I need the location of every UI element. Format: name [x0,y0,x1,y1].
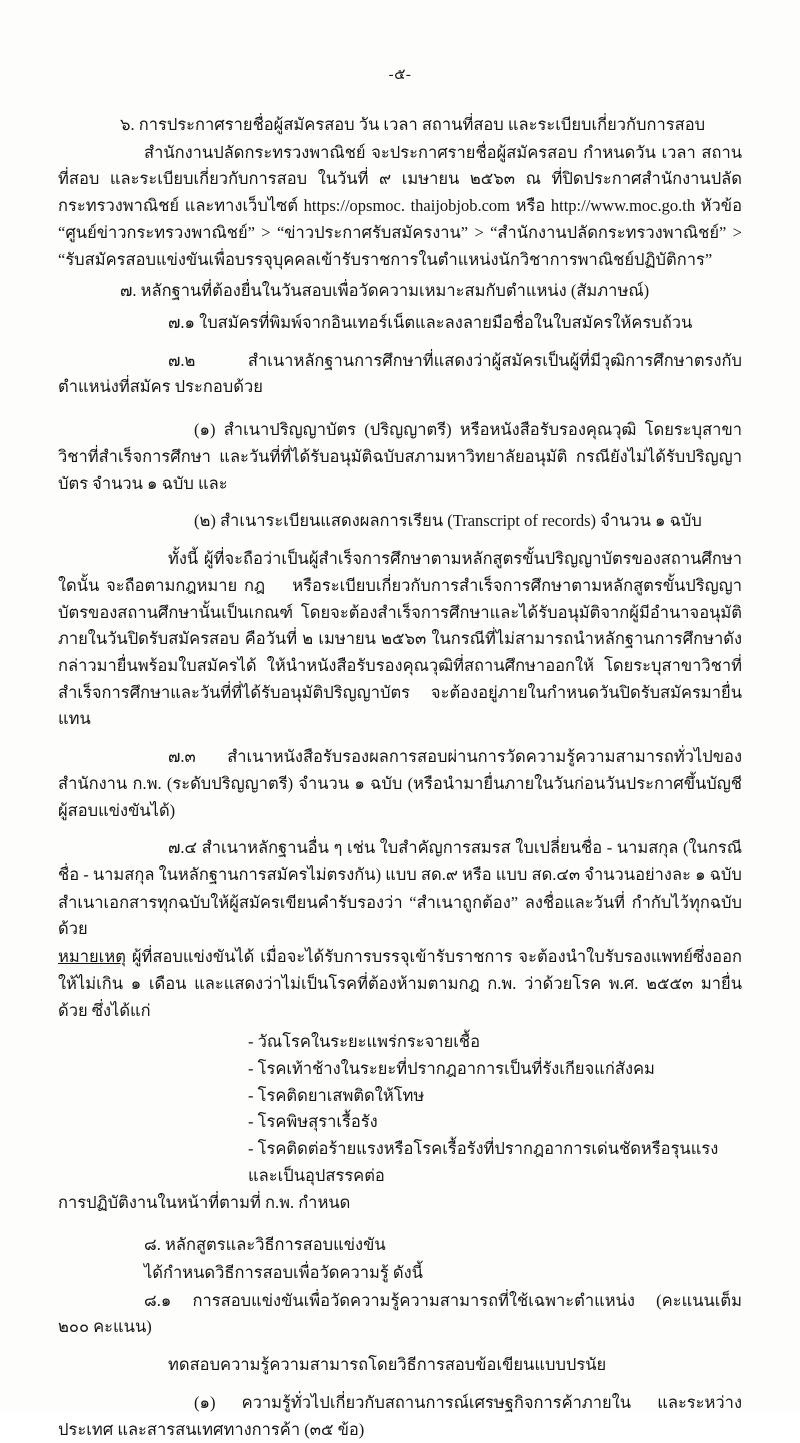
list-item: - โรคติดต่อร้ายแรงหรือโรคเรื้อรังที่ปรากฎอาการเด่นชัดหรือรุนแรงและเป็นอุปสรรคต่อ [248,1139,719,1185]
item-degree-copy: (๑) สำเนาปริญญาบัตร (ปริญญาตรี) หรือหนังสือรับรองคุณวุฒิ โดยระบุสาขาวิชาที่สำเร็จการศึกษา และวันที่ที่ได้รับอนุมัติฉบับสภามหาวิทยาลัยอนุมัติ กรณียังไม่ได้รับปริญญาบัตร จำนวน ๑ ฉบับ และ [58,420,742,493]
section-8-1: ๘.๑ การสอบแข่งขันเพื่อวัดความรู้ความสามารถที่ใช้เฉพาะตำแหน่ง (คะแนนเต็ม ๒๐๐ คะแนน) [58,1290,747,1337]
section-7-3: ๗.๓ สำเนาหนังสือรับรองผลการสอบผ่านการวัดความรู้ความสามารถทั่วไปของสำนักงาน ก.พ. (ระดับปริญญาตรี) จำนวน ๑ ฉบับ (หรือนำมายื่นภายในวันก่อนวันประกาศขึ้นบัญชีผู้สอบแข่งขันได้) [58,747,742,820]
item-transcript-copy: (๒) สำเนาระเบียนแสดงผลการเรียน (Transcript of records) จำนวน ๑ ฉบับ [194,511,702,531]
remark-label: หมายเหตุ [58,947,126,967]
section-7-4: ๗.๔ สำเนาหลักฐานอื่น ๆ เช่น ใบสำคัญการสมรส ใบเปลี่ยนชื่อ - นามสกุล (ในกรณีชื่อ - นามสกุล ในหลักฐานการสมัครไม่ตรงกัน) แบบ สด.๙ หรือ แบบ สด.๔๓ จำนวนอย่างละ ๑ ฉบับ [58,838,742,884]
section-8-1-item-1: (๑) ความรู้ทั่วไปเกี่ยวกับสถานการณ์เศรษฐกิจการค้าภายใน และระหว่างประเทศ และสารสนเทศทางการค้า (๓๕ ข้อ) [58,1392,742,1439]
copy-certification-note: สำเนาเอกสารทุกฉบับให้ผู้สมัครเขียนคำรับรองว่า “สำเนาถูกต้อง” ลงชื่อและวันที่ กำกับไว้ทุกฉบับด้วย [58,892,742,939]
remark-text: ผู้ที่สอบแข่งขันได้ เมื่อจะได้รับการบรรจุเข้ารับราชการ จะต้องนำใบรับรองแพทย์ซึ่งออกให้ไม่เกิน ๑ เดือน และแสดงว่าไม่เป็นโรคที่ต้องห้ามตามกฎ ก.พ. ว่าด้วยโรค พ.ศ. ๒๕๕๓ มายื่นด้วย ซึ่งได้แก่ [58,947,742,1020]
graduation-clause: ทั้งนี้ ผู้ที่จะถือว่าเป็นผู้สำเร็จการศึกษาตามหลักสูตรขั้นปริญญาบัตรของสถานศึกษาใดนั้น จะถือตามกฎหมาย กฎ หรือระเบียบเกี่ยวกับการสำเร็จการศึกษาตามหลักสูตรขั้นปริญญาบัตรของสถานศึกษานั้นเป็นเกณฑ์ โดยจะต้องสำเร็จการศึกษาและได้รับอนุมัติจากผู้มีอำนาจอนุมัติภายในวันปิดรับสมัครสอบ คือวันที่ ๒ เมษายน ๒๕๖๓ ในกรณีที่ไม่สามารถนำหลักฐานการศึกษาดังกล่าวมายื่นพร้อมใบสมัครได้ ให้นำหนังสือรับรองคุณวุฒิที่สถานศึกษาออกให้ โดยระบุสาขาวิชาที่สำเร็จการศึกษาและวันที่ที่ได้รับอนุมัติปริญญาบัตร จะต้องอยู่ภายในกำหนดวันปิดรับสมัครมายื่นแทน [58,549,742,729]
section-8-1-body: ทดสอบความรู้ความสามารถโดยวิธีการสอบข้อเขียนแบบปรนัย [168,1355,607,1375]
remark-line [58,944,742,1024]
section-7-heading: ๗. หลักฐานที่ต้องยื่นในวันสอบเพื่อวัดความเหมาะสมกับตำแหน่ง (สัมภาษณ์) [120,281,650,301]
list-item: - วัณโรคในระยะแพร่กระจายเชื้อ [248,1032,480,1052]
section-6-heading: ๖. การประกาศรายชื่อผู้สมัครสอบ วัน เวลา สถานที่สอบ และระเบียบเกี่ยวกับการสอบ [120,115,706,134]
list-item: - โรคพิษสุราเรื้อรัง [248,1112,378,1132]
list-item: - โรคเท้าช้างในระยะที่ปรากฎอาการเป็นที่รังเกียจแก่สังคม [248,1059,655,1078]
page-number: -๕- [388,67,412,83]
section-7-2: ๗.๒ สำเนาหลักฐานการศึกษาที่แสดงว่าผู้สมัครเป็นผู้ที่มีวุฒิการศึกษาตรงกับตำแหน่งที่สมัคร ประกอบด้วย [58,350,742,397]
section-6-body: สำนักงานปลัดกระทรวงพาณิชย์ จะประกาศรายชื่อผู้สมัครสอบ กำหนดวัน เวลา สถานที่สอบ และระเบียบเกี่ยวกับการสอบ ในวันที่ ๙ เมษายน ๒๕๖๓ ณ ที่ปิดประกาศสำนักงานปลัดกระทรวงพาณิชย์ และทางเว็บไซต์ https://opsmoc. thaijobjob.com หรือ http://www.moc.go.th หัวข้อ “ศูนย์ข่าวกระทรวงพาณิชย์” > “ข่าวประกาศรับสมัครงาน” > “สำนักงานปลัดกระทรวงพาณิชย์” > “รับสมัครสอบแข่งขันเพื่อบรรจุบุคคลเข้ารับราชการในตำแหน่งนักวิชาการพาณิชย์ปฏิบัติการ” [58,142,747,269]
section-8-heading: ๘. หลักสูตรและวิธีการสอบแข่งขัน [144,1235,386,1255]
section-8-subheading: ได้กำหนดวิธีการสอบเพื่อวัดความรู้ ดังนี้ [144,1263,423,1283]
disease-list-tail: การปฏิบัติงานในหน้าที่ตามที่ ก.พ. กำหนด [58,1192,351,1212]
list-item: - โรคติดยาเสพติดให้โทษ [248,1085,425,1105]
section-7-1: ๗.๑ ใบสมัครที่พิมพ์จากอินเทอร์เน็ตและลงลายมือชื่อในใบสมัครให้ครบถ้วน [168,313,693,333]
